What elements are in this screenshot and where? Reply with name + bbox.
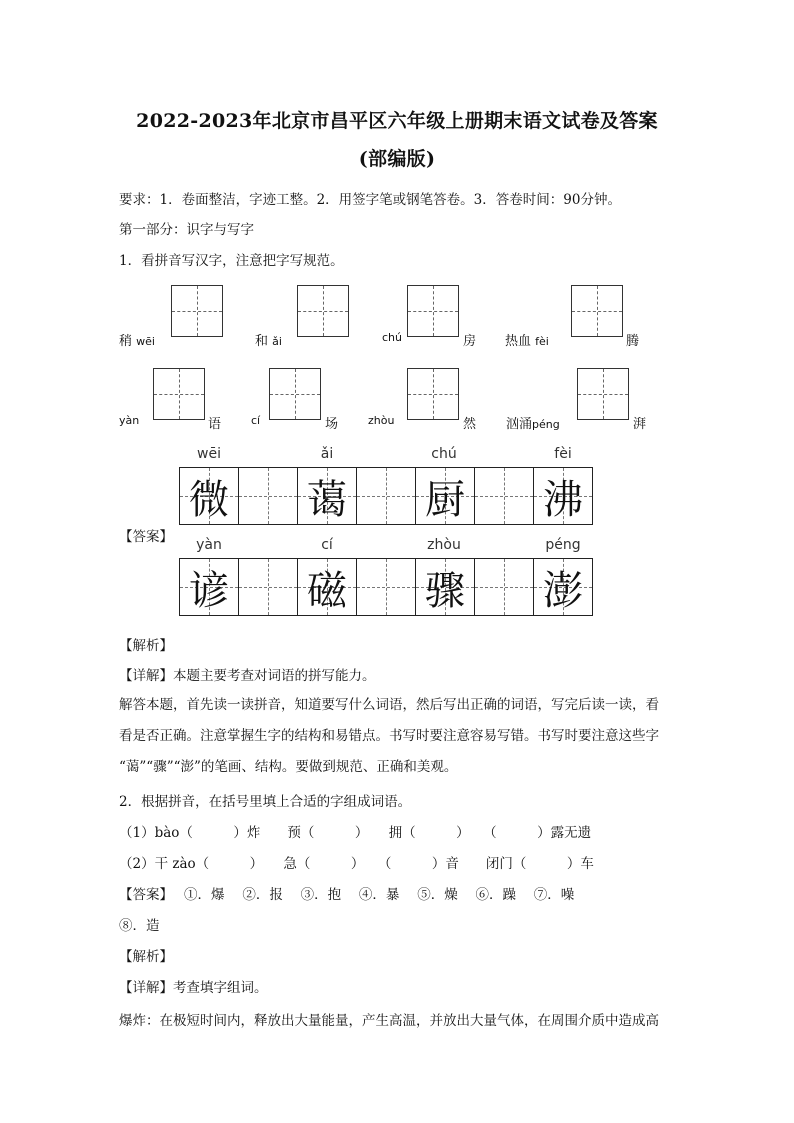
answer-pinyin: wēi	[197, 446, 221, 462]
q1-item-label: cí	[251, 414, 261, 427]
answer-char: 厨	[425, 476, 465, 523]
writing-box[interactable]	[171, 285, 223, 337]
grid-cell	[534, 559, 592, 615]
answer-char: 磁	[307, 567, 347, 614]
grid-cell	[180, 559, 239, 615]
answer-char: 蔼	[307, 476, 347, 523]
requirements: 要求：1．卷面整洁，字迹工整。2．用签字笔或钢笔答卷。3．答卷时间：90分钟。	[119, 192, 621, 208]
answer-pinyin: fèi	[554, 446, 572, 462]
answer-pinyin: péng	[545, 537, 581, 553]
analysis-label: 【解析】	[119, 638, 173, 654]
answer-char: 骤	[425, 567, 465, 614]
q1-item-suffix: 房	[463, 334, 477, 349]
writing-box[interactable]	[571, 285, 623, 337]
grid-cell	[534, 468, 592, 524]
answer-pinyin: chú	[431, 446, 457, 462]
answer-char: 澎	[543, 567, 583, 614]
q1-item-suffix: 语	[208, 417, 222, 432]
q1-item-label: 稍 wēi	[119, 334, 155, 349]
q1-item-label: 热血 fèi	[505, 334, 549, 349]
q1-item-label: 汹涌péng	[506, 417, 560, 432]
section-heading: 第一部分：识字与写字	[119, 222, 254, 238]
writing-box[interactable]	[153, 368, 205, 420]
question-2-line-1: （1）bào（ ）炸 预（ ） 拥（ ） （ ）露无遗	[119, 825, 592, 841]
text-line: 解答本题，首先读一读拼音，知道要写什么词语，然后写出正确的词语，写完后读一读，看	[119, 697, 659, 713]
answer-label: 【答案】	[119, 529, 173, 545]
text-line: 看是否正确。注意掌握生字的结构和易错点。书写时要注意容易写错。书写时要注意这些字	[119, 728, 659, 744]
q1-item-suffix: 湃	[633, 417, 647, 432]
writing-box[interactable]	[407, 368, 459, 420]
q1-item-suffix: 腾	[626, 334, 640, 349]
analysis-label: 【解析】	[119, 949, 173, 965]
grid-cell	[475, 559, 534, 615]
definition-text: 爆炸：在极短时间内，释放出大量能量，产生高温，并放出大量气体，在周围介质中造成高	[119, 1013, 659, 1029]
text-line: “蔼”“骤”“澎”的笔画、结构。要做到规范、正确和美观。	[119, 759, 458, 775]
question-2-answer-cont: ⑧．造	[119, 918, 160, 934]
answer-grid-row2	[179, 558, 593, 616]
detail-text: 【详解】考查填字组词。	[119, 980, 268, 996]
answer-pinyin: yàn	[196, 537, 222, 553]
answer-char: 沸	[543, 476, 583, 523]
writing-box[interactable]	[297, 285, 349, 337]
q1-item-label: zhòu	[368, 414, 395, 427]
title-line-2: (部编版)	[358, 148, 436, 170]
grid-cell	[475, 468, 534, 524]
q1-item-suffix: 场	[325, 417, 339, 432]
q1-item-suffix: 然	[463, 417, 477, 432]
grid-cell	[416, 468, 475, 524]
grid-cell	[180, 468, 239, 524]
answer-pinyin: zhòu	[427, 537, 461, 553]
question-2-answer: 【答案】 ①．爆 ②．报 ③．抱 ④．暴 ⑤．燥 ⑥．躁 ⑦．噪	[119, 887, 575, 903]
grid-cell	[298, 559, 357, 615]
q1-item-label: yàn	[119, 414, 140, 427]
answer-char: 微	[189, 476, 229, 523]
answer-grid-row1	[179, 467, 593, 525]
explanation-paragraph	[119, 690, 679, 783]
writing-box[interactable]	[407, 285, 459, 337]
title-line-1: 2022-2023年北京市昌平区六年级上册期末语文试卷及答案	[136, 110, 658, 132]
question-1-stem: 1．看拼音写汉字，注意把字写规范。	[119, 253, 344, 269]
grid-cell	[298, 468, 357, 524]
grid-cell	[239, 559, 298, 615]
detail-text: 【详解】本题主要考查对词语的拼写能力。	[119, 668, 376, 684]
answer-char: 谚	[189, 567, 229, 614]
q1-item-label: 和 ǎi	[255, 334, 282, 349]
question-2-line-2: （2）干 zào（ ） 急（ ） （ ）音 闭门（ ）车	[119, 856, 594, 872]
grid-cell	[239, 468, 298, 524]
grid-cell	[416, 559, 475, 615]
grid-cell	[357, 559, 416, 615]
writing-box[interactable]	[577, 368, 629, 420]
grid-cell	[357, 468, 416, 524]
answer-pinyin: cí	[321, 537, 333, 553]
writing-box[interactable]	[269, 368, 321, 420]
question-2-stem: 2．根据拼音，在括号里填上合适的字组成词语。	[119, 794, 412, 810]
answer-pinyin: ǎi	[320, 446, 334, 462]
q1-item-label: chú	[382, 331, 402, 344]
